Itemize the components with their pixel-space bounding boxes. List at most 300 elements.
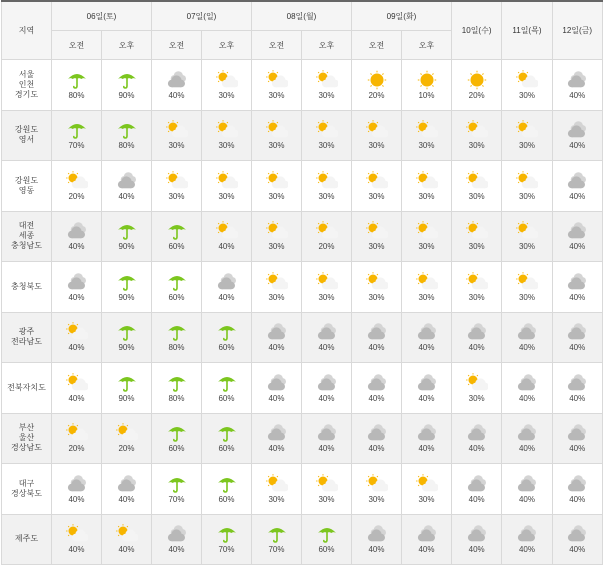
- forecast-cell: [152, 60, 202, 111]
- precipitation-probability: 40%: [68, 343, 85, 353]
- umbrella-icon: [266, 524, 288, 544]
- forecast-cell: [52, 464, 102, 515]
- forecast-cell-content: [452, 373, 501, 403]
- partly-cloudy-icon: [416, 120, 438, 140]
- forecast-cell-content: [52, 120, 101, 150]
- precipitation-probability: 80%: [168, 343, 185, 353]
- forecast-cell-content: [302, 171, 351, 201]
- precipitation-probability: 30%: [518, 191, 535, 201]
- forecast-cell: [102, 312, 152, 363]
- precipitation-probability: 30%: [268, 292, 285, 302]
- precipitation-probability: 30%: [268, 494, 285, 504]
- region-line: 강원도: [14, 175, 39, 185]
- region-line: 대전: [18, 221, 35, 231]
- forecast-cell-content: [202, 474, 251, 504]
- forecast-cell-content: [102, 70, 151, 100]
- precipitation-probability: 80%: [168, 393, 185, 403]
- forecast-cell-content: [102, 474, 151, 504]
- table-row: [2, 161, 603, 212]
- sunny-icon: [366, 70, 388, 90]
- precipitation-probability: 60%: [318, 545, 335, 555]
- forecast-cell-content: [102, 373, 151, 403]
- region-line: 세종: [18, 231, 35, 241]
- umbrella-icon: [116, 221, 138, 241]
- morning-header: 오전: [152, 31, 202, 60]
- forecast-cell-content: [202, 221, 251, 251]
- forecast-cell-content: [502, 373, 551, 403]
- region-line: 광주: [18, 327, 35, 337]
- precipitation-probability: 40%: [168, 545, 185, 555]
- sunny-icon: [466, 70, 488, 90]
- forecast-cell: [252, 514, 302, 565]
- forecast-cell: [52, 211, 102, 262]
- forecast-cell: [502, 211, 552, 262]
- precipitation-probability: 40%: [569, 444, 586, 454]
- forecast-cell: [552, 413, 602, 464]
- forecast-cell-content: [402, 221, 451, 251]
- forecast-cell: [502, 363, 552, 414]
- forecast-cell: [352, 262, 402, 313]
- forecast-cell: [102, 110, 152, 161]
- precipitation-probability: 40%: [118, 494, 135, 504]
- forecast-cell-content: [452, 322, 501, 352]
- forecast-cell-content: [202, 373, 251, 403]
- precipitation-probability: 40%: [569, 90, 586, 100]
- region-name: [2, 60, 52, 111]
- cloudy-icon: [266, 423, 288, 443]
- umbrella-icon: [216, 524, 238, 544]
- day-header: 12일(금): [552, 1, 602, 60]
- forecast-cell: [402, 60, 452, 111]
- precipitation-probability: 40%: [468, 494, 485, 504]
- forecast-cell: [52, 110, 102, 161]
- forecast-cell: [252, 464, 302, 515]
- precipitation-probability: 40%: [318, 444, 335, 454]
- forecast-cell: [352, 514, 402, 565]
- forecast-cell: [202, 60, 252, 111]
- forecast-cell-content: [553, 272, 602, 302]
- forecast-cell: [452, 211, 502, 262]
- forecast-cell: [452, 413, 502, 464]
- forecast-cell-content: [502, 120, 551, 150]
- region-column-header: 지역: [2, 1, 52, 60]
- precipitation-probability: 30%: [318, 292, 335, 302]
- forecast-cell: [552, 514, 602, 565]
- forecast-cell: [502, 161, 552, 212]
- forecast-cell-content: [502, 171, 551, 201]
- cloudy-icon: [516, 373, 538, 393]
- precipitation-probability: 40%: [268, 393, 285, 403]
- partly-cloudy-icon: [366, 171, 388, 191]
- partly-cloudy-icon: [516, 221, 538, 241]
- forecast-cell-content: [402, 474, 451, 504]
- precipitation-probability: 20%: [468, 90, 485, 100]
- cloudy-icon: [66, 272, 88, 292]
- forecast-cell: [202, 413, 252, 464]
- precipitation-probability: 30%: [518, 292, 535, 302]
- umbrella-icon: [316, 524, 338, 544]
- precipitation-probability: 90%: [118, 393, 135, 403]
- forecast-cell-content: [252, 120, 301, 150]
- cloudy-icon: [566, 373, 588, 393]
- partly-cloudy-icon: [316, 221, 338, 241]
- region-line: 전라남도: [11, 337, 42, 347]
- forecast-cell-content: [502, 322, 551, 352]
- forecast-cell: [552, 161, 602, 212]
- partly-cloudy-icon: [116, 423, 138, 443]
- precipitation-probability: 40%: [168, 90, 185, 100]
- precipitation-probability: 80%: [118, 141, 135, 151]
- forecast-cell: [552, 60, 602, 111]
- region-name: [2, 413, 52, 464]
- partly-cloudy-icon: [316, 272, 338, 292]
- forecast-cell-content: [252, 524, 301, 554]
- precipitation-probability: 40%: [569, 191, 586, 201]
- precipitation-probability: 30%: [318, 90, 335, 100]
- forecast-cell-content: [202, 120, 251, 150]
- precipitation-probability: 30%: [468, 141, 485, 151]
- precipitation-probability: 30%: [268, 242, 285, 252]
- forecast-cell-content: [402, 322, 451, 352]
- afternoon-header: 오후: [302, 31, 352, 60]
- precipitation-probability: 60%: [168, 242, 185, 252]
- precipitation-probability: 40%: [468, 444, 485, 454]
- forecast-cell: [202, 161, 252, 212]
- forecast-cell-content: [502, 221, 551, 251]
- forecast-cell: [302, 413, 352, 464]
- forecast-cell-content: [152, 474, 201, 504]
- forecast-cell: [302, 161, 352, 212]
- precipitation-probability: 40%: [418, 393, 435, 403]
- precipitation-probability: 30%: [368, 191, 385, 201]
- precipitation-probability: 30%: [168, 141, 185, 151]
- precipitation-probability: 40%: [118, 545, 135, 555]
- day-header: 07일(일): [152, 1, 252, 31]
- partly-cloudy-icon: [416, 171, 438, 191]
- umbrella-icon: [166, 373, 188, 393]
- forecast-cell-content: [252, 70, 301, 100]
- precipitation-probability: 40%: [569, 545, 586, 555]
- forecast-cell: [102, 60, 152, 111]
- precipitation-probability: 30%: [518, 90, 535, 100]
- precipitation-probability: 20%: [68, 444, 85, 454]
- cloudy-icon: [516, 474, 538, 494]
- forecast-cell-content: [102, 322, 151, 352]
- cloudy-icon: [566, 221, 588, 241]
- forecast-cell-content: [502, 423, 551, 453]
- partly-cloudy-icon: [266, 171, 288, 191]
- partly-cloudy-icon: [266, 474, 288, 494]
- precipitation-probability: 10%: [418, 90, 435, 100]
- forecast-cell: [402, 161, 452, 212]
- precipitation-probability: 40%: [518, 444, 535, 454]
- forecast-cell-content: [152, 423, 201, 453]
- forecast-cell-content: [202, 70, 251, 100]
- partly-cloudy-icon: [366, 474, 388, 494]
- umbrella-icon: [166, 221, 188, 241]
- cloudy-icon: [416, 322, 438, 342]
- forecast-cell-content: [52, 272, 101, 302]
- forecast-cell: [452, 464, 502, 515]
- forecast-cell: [52, 363, 102, 414]
- forecast-cell: [102, 464, 152, 515]
- forecast-cell-content: [452, 70, 501, 100]
- forecast-cell: [502, 110, 552, 161]
- cloudy-icon: [566, 120, 588, 140]
- umbrella-icon: [66, 120, 88, 140]
- region-line: 울산: [18, 433, 35, 443]
- forecast-cell: [302, 363, 352, 414]
- precipitation-probability: 70%: [268, 545, 285, 555]
- forecast-cell: [302, 110, 352, 161]
- forecast-cell-content: [202, 272, 251, 302]
- forecast-cell-content: [302, 120, 351, 150]
- precipitation-probability: 40%: [68, 242, 85, 252]
- cloudy-icon: [366, 322, 388, 342]
- partly-cloudy-icon: [316, 70, 338, 90]
- region-line: 대구: [18, 478, 35, 488]
- forecast-cell-content: [402, 120, 451, 150]
- partly-cloudy-icon: [466, 171, 488, 191]
- forecast-cell: [452, 262, 502, 313]
- partly-cloudy-icon: [466, 120, 488, 140]
- partly-cloudy-icon: [266, 70, 288, 90]
- forecast-cell: [202, 514, 252, 565]
- forecast-cell-content: [402, 171, 451, 201]
- forecast-cell: [552, 464, 602, 515]
- umbrella-icon: [166, 272, 188, 292]
- forecast-cell-content: [452, 423, 501, 453]
- umbrella-icon: [216, 474, 238, 494]
- forecast-cell-content: [553, 373, 602, 403]
- forecast-cell-content: [553, 171, 602, 201]
- forecast-cell-content: [102, 272, 151, 302]
- forecast-cell-content: [302, 70, 351, 100]
- forecast-cell: [252, 363, 302, 414]
- precipitation-probability: 40%: [468, 545, 485, 555]
- sunny-icon: [416, 70, 438, 90]
- precipitation-probability: 30%: [318, 191, 335, 201]
- cloudy-icon: [416, 524, 438, 544]
- cloudy-icon: [316, 322, 338, 342]
- precipitation-probability: 40%: [569, 292, 586, 302]
- precipitation-probability: 30%: [168, 191, 185, 201]
- weather-forecast-table: [1, 0, 603, 565]
- partly-cloudy-icon: [366, 120, 388, 140]
- forecast-cell: [452, 110, 502, 161]
- partly-cloudy-icon: [266, 120, 288, 140]
- forecast-cell-content: [352, 171, 401, 201]
- precipitation-probability: 40%: [268, 343, 285, 353]
- forecast-cell: [202, 211, 252, 262]
- precipitation-probability: 90%: [118, 343, 135, 353]
- forecast-cell: [52, 413, 102, 464]
- region-line: 영동: [18, 185, 35, 195]
- precipitation-probability: 40%: [518, 393, 535, 403]
- forecast-cell: [502, 60, 552, 111]
- precipitation-probability: 40%: [569, 141, 586, 151]
- precipitation-probability: 30%: [518, 242, 535, 252]
- precipitation-probability: 40%: [318, 343, 335, 353]
- forecast-cell: [352, 464, 402, 515]
- forecast-cell: [102, 262, 152, 313]
- precipitation-probability: 40%: [368, 545, 385, 555]
- precipitation-probability: 60%: [218, 393, 235, 403]
- partly-cloudy-icon: [66, 524, 88, 544]
- cloudy-icon: [416, 423, 438, 443]
- precipitation-probability: 30%: [468, 191, 485, 201]
- forecast-cell: [402, 514, 452, 565]
- forecast-cell: [152, 363, 202, 414]
- morning-header: 오전: [352, 31, 402, 60]
- partly-cloudy-icon: [516, 171, 538, 191]
- forecast-cell-content: [553, 322, 602, 352]
- forecast-cell: [352, 312, 402, 363]
- forecast-cell: [252, 413, 302, 464]
- precipitation-probability: 40%: [368, 393, 385, 403]
- forecast-cell: [352, 211, 402, 262]
- umbrella-icon: [216, 322, 238, 342]
- partly-cloudy-icon: [266, 221, 288, 241]
- forecast-cell-content: [252, 423, 301, 453]
- umbrella-icon: [216, 423, 238, 443]
- precipitation-probability: 70%: [168, 494, 185, 504]
- precipitation-probability: 30%: [468, 242, 485, 252]
- precipitation-probability: 20%: [118, 444, 135, 454]
- region-name: [2, 363, 52, 414]
- forecast-cell-content: [252, 474, 301, 504]
- forecast-cell: [102, 161, 152, 212]
- cloudy-icon: [566, 524, 588, 544]
- forecast-cell: [452, 363, 502, 414]
- forecast-cell: [152, 312, 202, 363]
- afternoon-header: 오후: [102, 31, 152, 60]
- partly-cloudy-icon: [516, 272, 538, 292]
- forecast-cell: [402, 211, 452, 262]
- cloudy-icon: [566, 474, 588, 494]
- forecast-cell: [352, 60, 402, 111]
- precipitation-probability: 40%: [218, 242, 235, 252]
- forecast-cell-content: [102, 221, 151, 251]
- cloudy-icon: [66, 221, 88, 241]
- forecast-cell: [352, 110, 402, 161]
- cloudy-icon: [116, 474, 138, 494]
- precipitation-probability: 30%: [418, 191, 435, 201]
- forecast-cell: [152, 211, 202, 262]
- partly-cloudy-icon: [366, 221, 388, 241]
- partly-cloudy-icon: [66, 322, 88, 342]
- cloudy-icon: [266, 373, 288, 393]
- forecast-cell: [252, 60, 302, 111]
- forecast-cell: [202, 312, 252, 363]
- forecast-cell: [402, 464, 452, 515]
- forecast-cell: [552, 110, 602, 161]
- precipitation-probability: 40%: [318, 393, 335, 403]
- forecast-cell-content: [302, 272, 351, 302]
- forecast-cell-content: [302, 474, 351, 504]
- forecast-cell: [52, 514, 102, 565]
- umbrella-icon: [166, 322, 188, 342]
- forecast-cell-content: [502, 272, 551, 302]
- cloudy-icon: [366, 373, 388, 393]
- forecast-cell: [252, 312, 302, 363]
- table-row: [2, 110, 603, 161]
- forecast-cell-content: [52, 524, 101, 554]
- forecast-cell: [302, 60, 352, 111]
- forecast-cell-content: [352, 474, 401, 504]
- region-line: 경상북도: [11, 488, 42, 498]
- forecast-cell: [552, 262, 602, 313]
- precipitation-probability: 30%: [218, 90, 235, 100]
- partly-cloudy-icon: [516, 70, 538, 90]
- precipitation-probability: 30%: [318, 141, 335, 151]
- forecast-cell-content: [352, 322, 401, 352]
- forecast-cell: [452, 60, 502, 111]
- precipitation-probability: 80%: [68, 90, 85, 100]
- precipitation-probability: 90%: [118, 90, 135, 100]
- forecast-cell-content: [302, 524, 351, 554]
- forecast-cell-content: [452, 221, 501, 251]
- table-row: [2, 363, 603, 414]
- forecast-cell: [452, 161, 502, 212]
- forecast-cell-content: [402, 423, 451, 453]
- precipitation-probability: 90%: [118, 242, 135, 252]
- forecast-cell-content: [252, 272, 301, 302]
- partly-cloudy-icon: [216, 120, 238, 140]
- forecast-cell-content: [202, 322, 251, 352]
- partly-cloudy-icon: [466, 272, 488, 292]
- forecast-cell: [102, 363, 152, 414]
- forecast-cell: [452, 514, 502, 565]
- forecast-cell: [352, 413, 402, 464]
- forecast-cell-content: [202, 423, 251, 453]
- precipitation-probability: 60%: [168, 292, 185, 302]
- day-header: 11일(목): [502, 1, 552, 60]
- forecast-cell: [152, 110, 202, 161]
- forecast-cell: [502, 464, 552, 515]
- forecast-cell: [502, 514, 552, 565]
- partly-cloudy-icon: [216, 221, 238, 241]
- afternoon-header: 오후: [202, 31, 252, 60]
- partly-cloudy-icon: [416, 272, 438, 292]
- cloudy-icon: [566, 272, 588, 292]
- forecast-cell-content: [502, 524, 551, 554]
- precipitation-probability: 30%: [268, 141, 285, 151]
- forecast-cell-content: [152, 70, 201, 100]
- forecast-cell-content: [152, 524, 201, 554]
- region-line: 경기도: [14, 89, 39, 99]
- forecast-cell-content: [152, 221, 201, 251]
- forecast-cell: [52, 161, 102, 212]
- forecast-cell: [202, 464, 252, 515]
- cloudy-icon: [566, 423, 588, 443]
- forecast-cell: [202, 363, 252, 414]
- precipitation-probability: 30%: [518, 141, 535, 151]
- table-row: [2, 464, 603, 515]
- partly-cloudy-icon: [466, 373, 488, 393]
- day-header: 06일(토): [52, 1, 152, 31]
- cloudy-icon: [166, 70, 188, 90]
- forecast-cell: [502, 262, 552, 313]
- cloudy-icon: [316, 373, 338, 393]
- forecast-cell-content: [252, 373, 301, 403]
- forecast-cell-content: [553, 221, 602, 251]
- forecast-cell: [302, 211, 352, 262]
- forecast-cell-content: [252, 322, 301, 352]
- forecast-cell-content: [452, 272, 501, 302]
- precipitation-probability: 40%: [68, 494, 85, 504]
- region-line: 부산: [18, 423, 35, 433]
